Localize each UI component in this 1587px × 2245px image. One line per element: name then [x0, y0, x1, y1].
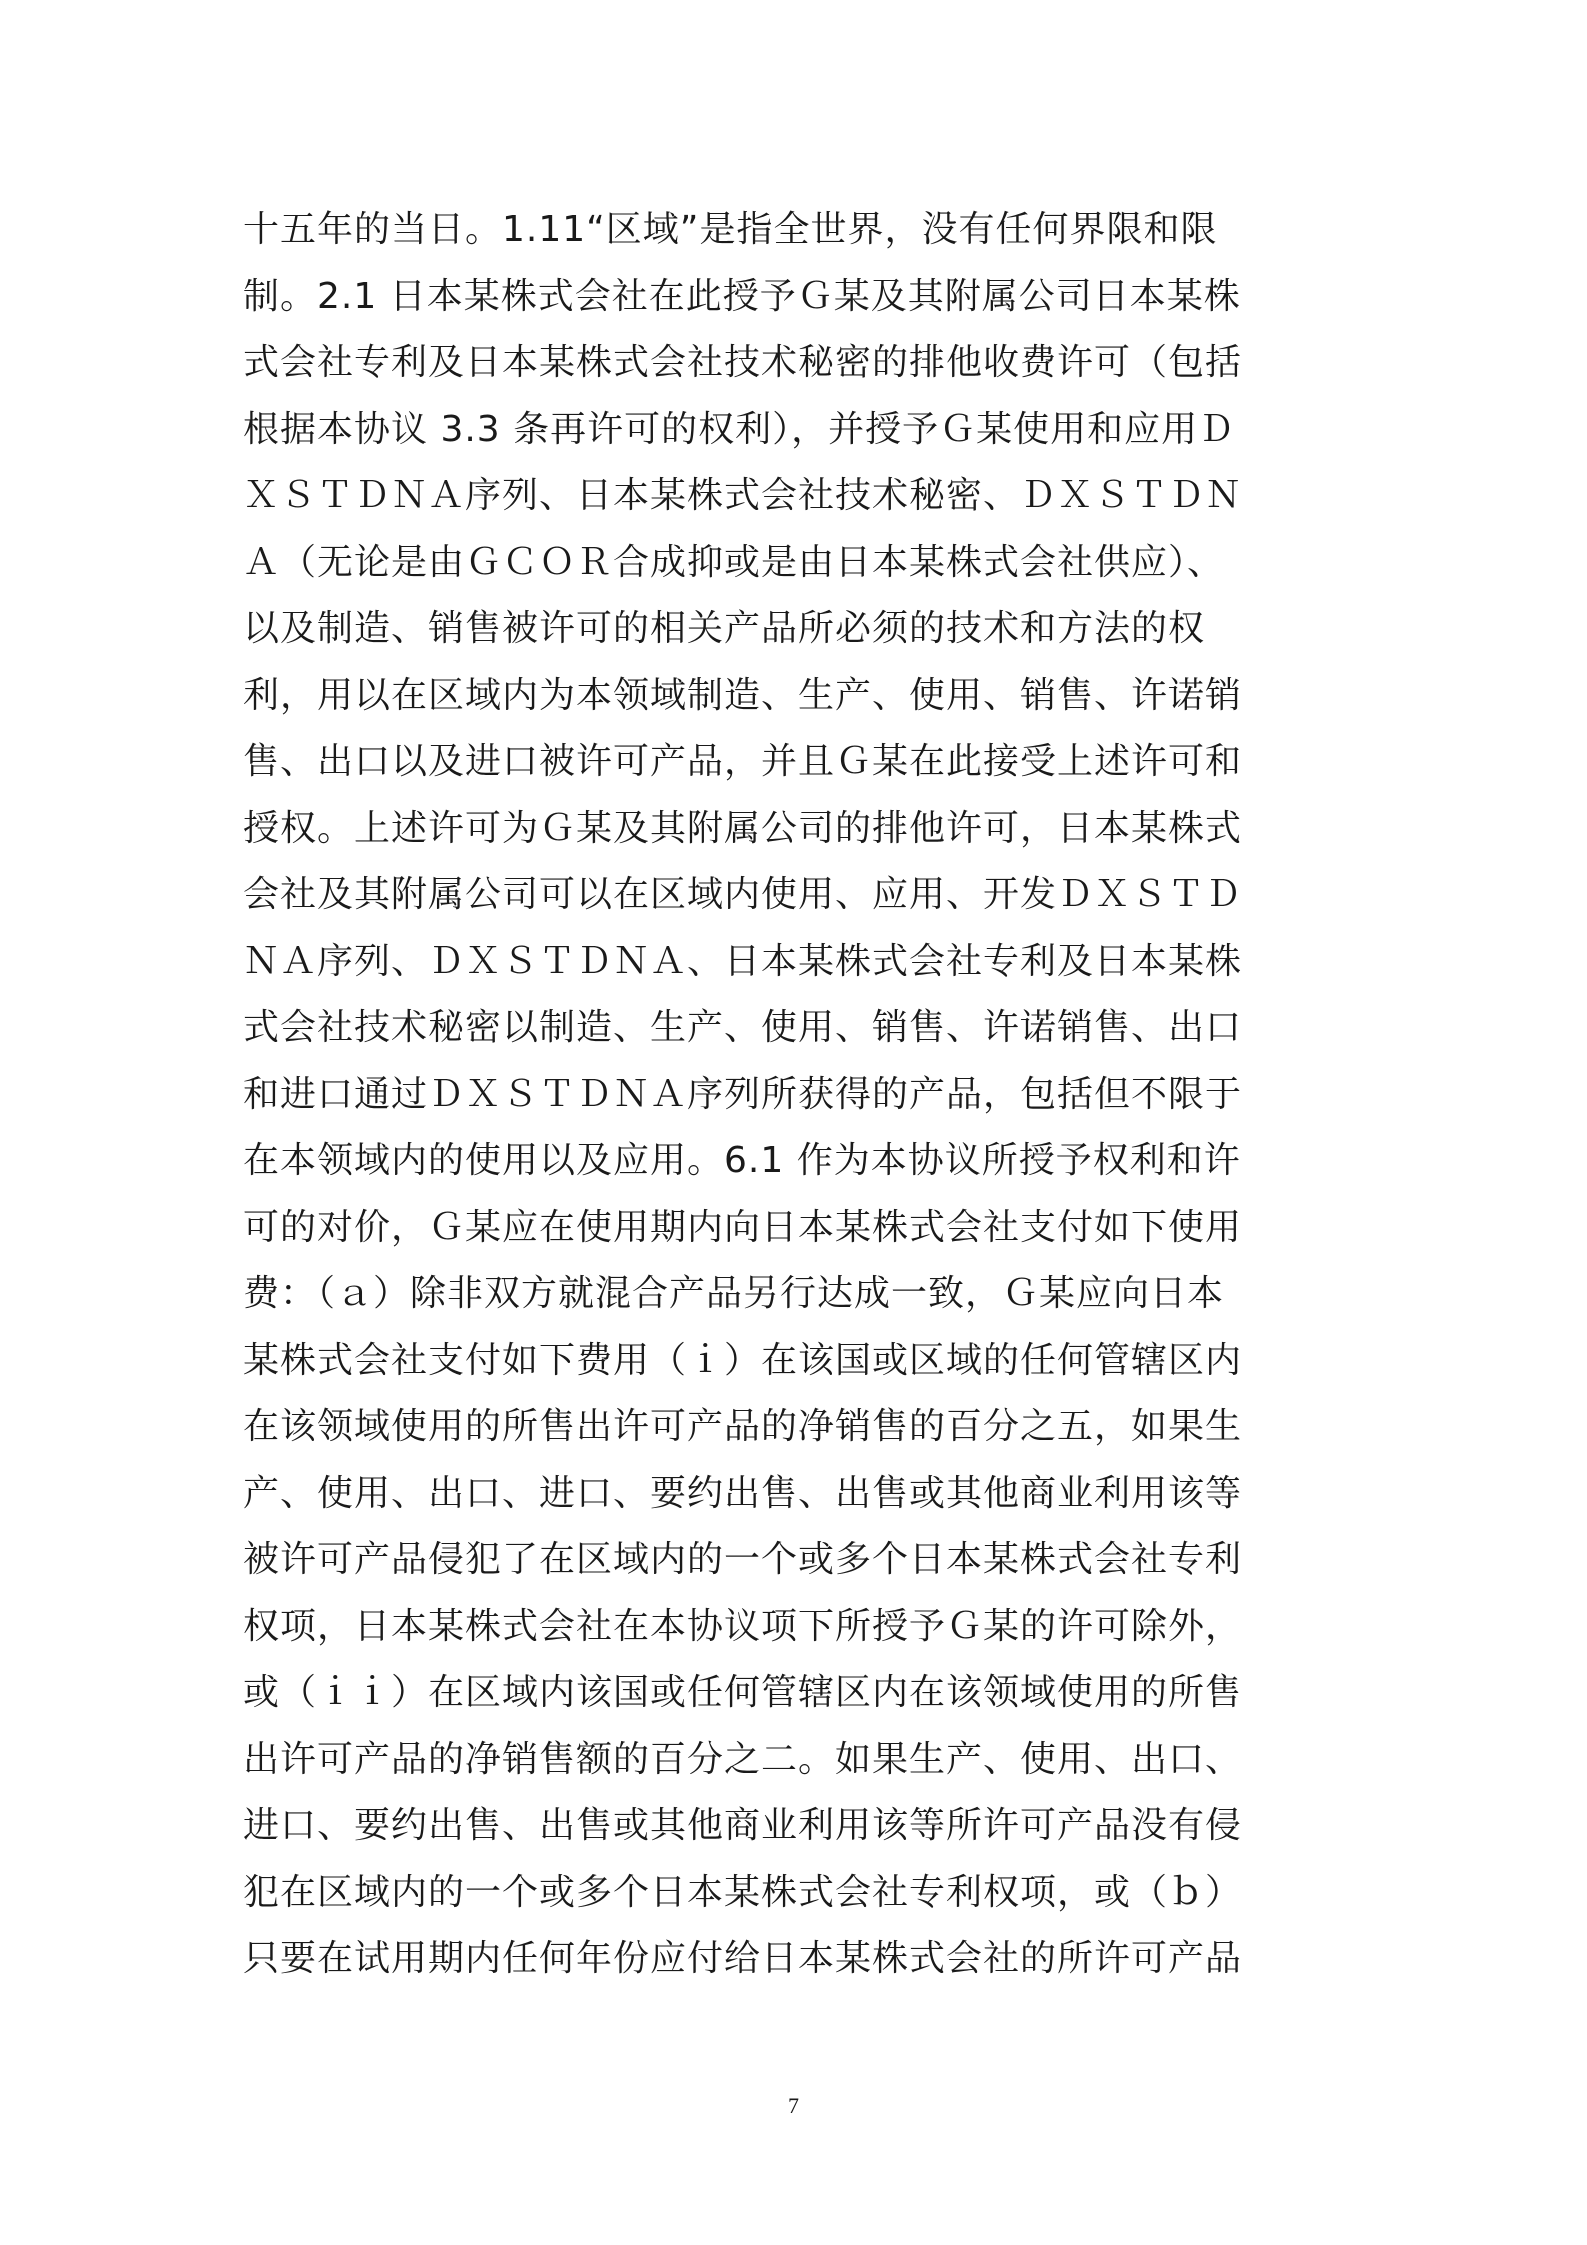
- text-line: 可的对价，Ｇ某应在使用期内向日本某株式会社支付如下使用: [243, 1206, 1243, 1248]
- text-line: 和进口通过ＤＸＳＴＤＮＡ序列所获得的产品，包括但不限于: [243, 1073, 1243, 1115]
- text-line: 在该领域使用的所售出许可产品的净销售的百分之五，如果生: [243, 1406, 1243, 1447]
- text-line: 制。2.1 日本某株式会社在此授予Ｇ某及其附属公司日本某株: [243, 275, 1241, 317]
- text-line: 授权。上述许可为Ｇ某及其附属公司的排他许可，日本某株式: [243, 807, 1243, 849]
- text-line: 进口、要约出售、出售或其他商业利用该等所许可产品没有侵: [243, 1805, 1243, 1846]
- text-line: 式会社专利及日本某株式会社技术秘密的排他收费许可（包括: [243, 342, 1243, 383]
- text-line: Ａ（无论是由ＧＣＯＲ合成抑或是由日本某株式会社供应）、: [243, 541, 1225, 583]
- text-line: 根据本协议 3.3 条再许可的权利），并授予Ｇ某使用和应用Ｄ: [243, 408, 1236, 450]
- text-line: 利，用以在区域内为本领域制造、生产、使用、销售、许诺销: [243, 674, 1243, 716]
- text-line: 出许可产品的净销售额的百分之二。如果生产、使用、出口、: [243, 1738, 1243, 1780]
- text-line: 只要在试用期内任何年份应付给日本某株式会社的所许可产品: [243, 1938, 1243, 1979]
- text-line: 权项，日本某株式会社在本协议项下所授予Ｇ某的许可除外，: [243, 1605, 1243, 1647]
- text-line: 式会社技术秘密以制造、生产、使用、销售、许诺销售、出口: [243, 1007, 1243, 1048]
- text-line: 费：（ａ）除非双方就混合产品另行达成一致，Ｇ某应向日本: [243, 1273, 1225, 1314]
- text-line: 犯在区域内的一个或多个日本某株式会社专利权项，或（ｂ）: [243, 1871, 1243, 1913]
- text-line: 售、出口以及进口被许可产品，并且Ｇ某在此接受上述许可和: [243, 741, 1243, 782]
- body-text: [243, 197, 1343, 1993]
- text-line: 产、使用、出口、进口、要约出售、出售或其他商业利用该等: [243, 1472, 1243, 1514]
- page-number: 7: [788, 2093, 799, 2118]
- text-line: 某株式会社支付如下费用（ｉ）在该国或区域的任何管辖区内: [243, 1339, 1243, 1381]
- text-line: 以及制造、销售被许可的相关产品所必须的技术和方法的权: [243, 608, 1206, 649]
- text-line: 被许可产品侵犯了在区域内的一个或多个日本某株式会社专利: [243, 1539, 1243, 1580]
- text-line: 在本领域内的使用以及应用。6.1 作为本协议所授予权利和许: [243, 1140, 1241, 1181]
- text-line: 十五年的当日。1.11“区域”是指全世界，没有任何界限和限: [243, 209, 1218, 250]
- text-line: ＮＡ序列、ＤＸＳＴＤＮＡ、日本某株式会社专利及日本某株: [243, 940, 1243, 982]
- text-line: 会社及其附属公司可以在区域内使用、应用、开发ＤＸＳＴＤ: [243, 874, 1243, 915]
- text-line: 或（ｉｉ）在区域内该国或任何管辖区内在该领域使用的所售: [243, 1672, 1243, 1713]
- text-line: ＸＳＴＤＮＡ序列、日本某株式会社技术秘密、ＤＸＳＴＤＮ: [243, 475, 1243, 516]
